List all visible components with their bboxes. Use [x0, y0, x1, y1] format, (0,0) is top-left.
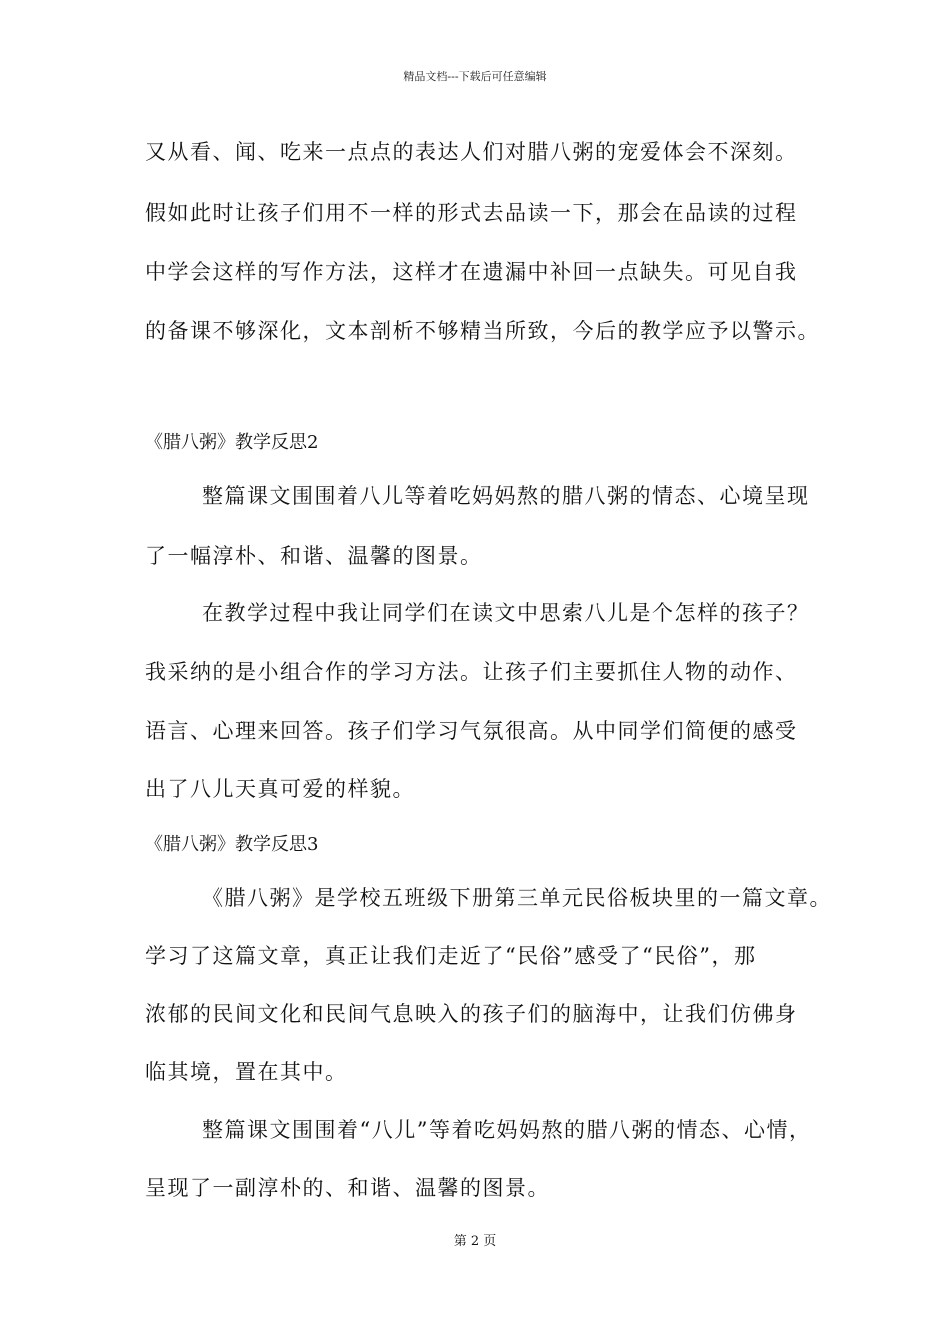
paragraph-line: 整篇课文围围着“八儿”等着吃妈妈熬的腊八粥的情态、心情， — [202, 1118, 812, 1142]
paragraph-line: 《腊八粥》是学校五班级下册第三单元民俗板块里的一篇文章。 — [202, 886, 832, 910]
paragraph-line: 的备课不够深化，文本剖析不够精当所致，今后的教学应予以警示。 — [145, 319, 820, 343]
paragraph-line: 中学会这样的写作方法，这样才在遗漏中补回一点缺失。可见自我 — [145, 260, 798, 284]
paragraph-line: 临其境，置在其中。 — [145, 1060, 348, 1084]
paragraph-line: 整篇课文围围着八儿等着吃妈妈熬的腊八粥的情态、心境呈现 — [202, 484, 810, 508]
paragraph-line: 在教学过程中我让同学们在读文中思索八儿是个怎样的孩子？ — [202, 601, 810, 625]
section-heading: 《腊八粥》教学反思3 — [145, 834, 319, 855]
paragraph-line: 学习了这篇文章，真正让我们走近了“民俗”感受了“民俗”，那 — [145, 944, 757, 968]
paragraph-line: 语言、心理来回答。孩子们学习气氛很高。从中同学们简便的感受 — [145, 719, 798, 743]
paragraph-line: 浓郁的民间文化和民间气息映入的孩子们的脑海中，让我们仿佛身 — [145, 1002, 798, 1026]
paragraph-line: 呈现了一副淳朴的、和谐、温馨的图景。 — [145, 1176, 550, 1200]
paragraph-line: 我采纳的是小组合作的学习方法。让孩子们主要抓住人物的动作、 — [145, 660, 798, 684]
paragraph-line: 又从看、闻、吃来一点点的表达人们对腊八粥的宠爱体会不深刻。 — [145, 140, 798, 164]
section-heading: 《腊八粥》教学反思2 — [145, 432, 319, 453]
page-number: 第 2 页 — [453, 1234, 497, 1249]
page-header: 精品文档---下载后可任意编辑 — [403, 70, 547, 83]
paragraph-line: 了一幅淳朴、和谐、温馨的图景。 — [145, 544, 483, 568]
paragraph-line: 出了八儿天真可爱的样貌。 — [145, 777, 415, 801]
paragraph-line: 假如此时让孩子们用不一样的形式去品读一下，那会在品读的过程 — [145, 201, 798, 225]
